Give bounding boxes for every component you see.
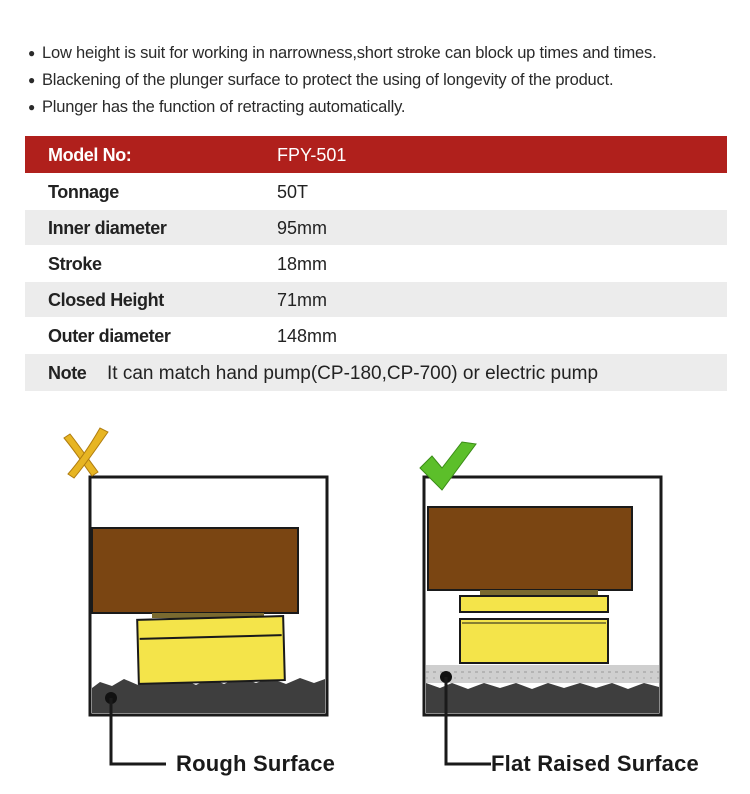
flat-surface-diagram [380,420,750,794]
spec-table [25,136,727,392]
feature-list [28,40,656,121]
flat-plate [426,665,659,683]
spec-value: 71mm [277,290,328,310]
flat-surface-caption: Flat Raised Surface [491,751,699,776]
spec-row [25,210,727,246]
spec-label: Closed Height [48,290,164,310]
rough-surface-diagram [0,420,370,794]
spec-label: Inner diameter [48,218,167,238]
spec-label: Tonnage [48,182,119,202]
spec-note-value: It can match hand pump(CP-180,CP-700) or electric pump [107,363,599,384]
plunger [460,596,608,612]
spec-header-row [25,136,727,174]
spec-row [25,246,727,282]
spec-note-label: Note [48,363,87,383]
feature-text: Plunger has the function of retracting automatically. [42,98,406,116]
spec-row [25,318,727,354]
load-block [92,528,298,613]
spec-label: Stroke [48,254,102,274]
spec-value: 50T [277,182,309,202]
spec-row [25,174,727,210]
spec-value: 95mm [277,218,328,238]
spec-row [25,282,727,318]
feature-text: Blackening of the plunger surface to protect the using of longevity of the product. [42,71,614,89]
spec-label: Model No: [48,145,132,165]
bullet-icon: ● [28,100,36,114]
spec-label: Outer diameter [48,326,171,346]
bullet-icon: ● [28,46,36,60]
spec-value: 18mm [277,254,328,274]
spec-note-row [25,354,727,392]
bullet-icon: ● [28,73,36,87]
feature-item [28,94,656,121]
tilted-cylinder [137,616,285,684]
feature-text: Low height is suit for working in narrowness,short stroke can block up times and times. [42,44,657,62]
load-block [428,507,632,590]
feature-item [28,40,656,67]
cross-icon [64,428,108,478]
spec-value: 148mm [277,326,338,346]
cylinder-body [460,619,608,663]
feature-item [28,67,656,94]
rough-surface-caption: Rough Surface [176,751,336,776]
spec-value: FPY-501 [277,145,347,165]
